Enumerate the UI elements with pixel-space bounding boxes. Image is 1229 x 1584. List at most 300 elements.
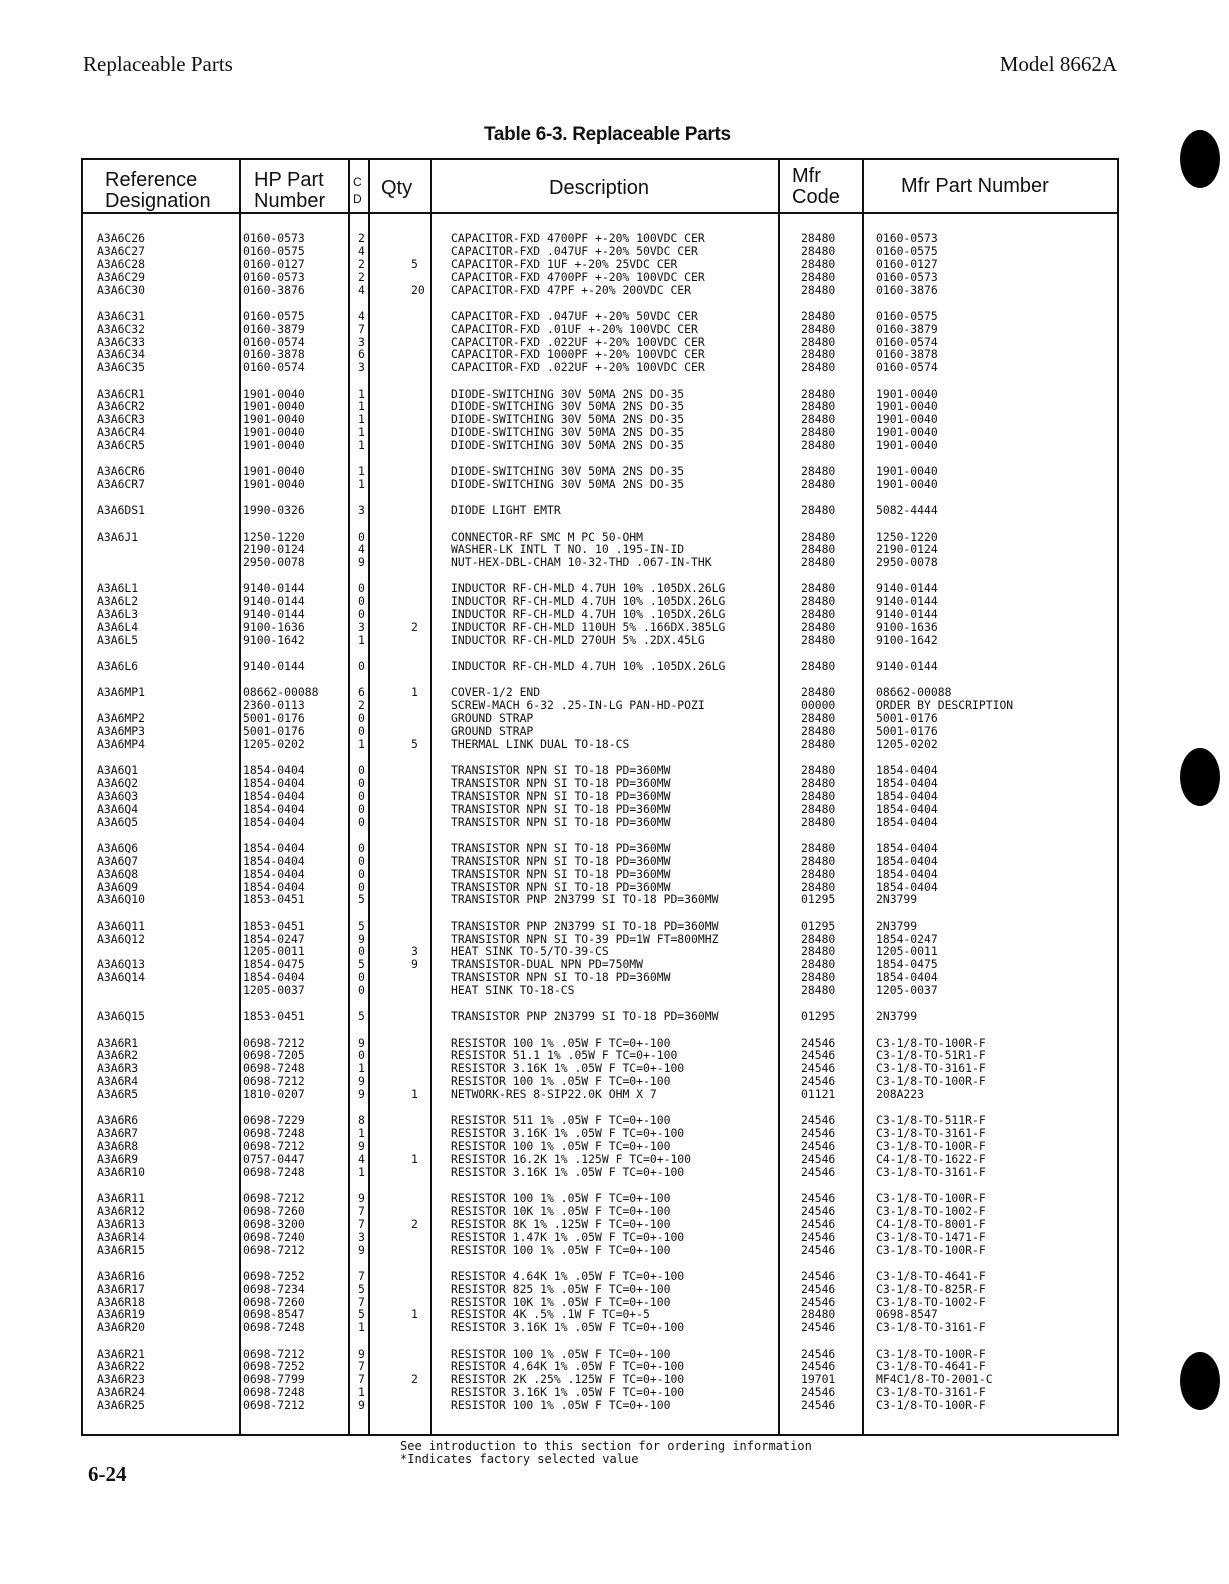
- mfr-code: 28480: [801, 412, 836, 427]
- mfr-code: 01121: [801, 1087, 836, 1102]
- mfr-part-number: 1901-0040: [876, 477, 938, 492]
- cd-digit: 3: [358, 1229, 365, 1244]
- hp-part-number: 1853-0451: [243, 918, 305, 933]
- cd-digit: 0: [358, 879, 365, 894]
- ref-designation: A3A6C30: [97, 282, 146, 297]
- description: INDUCTOR RF-CH-MLD 110UH 5% .166DX.385LG: [451, 620, 726, 635]
- hp-part-number: 0757-0447: [243, 1151, 305, 1166]
- description: RESISTOR 100 1% .05W F TC=0+-100: [451, 1035, 671, 1050]
- cd-digit: 1: [358, 1126, 365, 1141]
- hp-part-number: 1854-0404: [243, 866, 305, 881]
- mfr-part-number: 9140-0144: [876, 594, 938, 609]
- mfr-part-number: 1205-0202: [876, 736, 938, 751]
- hp-part-number: 08662-00088: [243, 685, 319, 700]
- ref-designation: A3A6MP4: [97, 736, 146, 751]
- hp-part-number: 1205-0037: [243, 983, 305, 998]
- ref-designation: A3A6C34: [97, 347, 146, 362]
- binder-hole: [1180, 130, 1220, 188]
- cd-digit: 0: [358, 840, 365, 855]
- hp-part-number: 1854-0404: [243, 776, 305, 791]
- ref-designation: A3A6Q14: [97, 970, 146, 985]
- hp-part-number: 2190-0124: [243, 542, 305, 557]
- mfr-code: 28480: [801, 931, 836, 946]
- description: CAPACITOR-FXD 47PF +-20% 200VDC CER: [451, 282, 692, 297]
- ref-designation: A3A6CR7: [97, 477, 146, 492]
- cd-digit: 7: [358, 321, 365, 336]
- ref-designation: A3A6CR5: [97, 438, 146, 453]
- qty: 2: [411, 620, 418, 635]
- column-divider: [862, 158, 864, 1434]
- ref-designation: A3A6C32: [97, 321, 146, 336]
- hp-part-number: 2950-0078: [243, 555, 305, 570]
- mfr-code: 28480: [801, 334, 836, 349]
- description: CAPACITOR-FXD 4700PF +-20% 100VDC CER: [451, 231, 705, 245]
- qty: 5: [411, 256, 418, 271]
- mfr-code: 24546: [801, 1203, 836, 1218]
- hp-part-number: 1854-0404: [243, 814, 305, 829]
- ref-designation: A3A6R6: [97, 1113, 139, 1128]
- mfr-code: 24546: [801, 1359, 836, 1374]
- mfr-code: 28480: [801, 425, 836, 440]
- hp-part-number: 2360-0113: [243, 698, 305, 713]
- description: RESISTOR 10K 1% .05W F TC=0+-100: [451, 1294, 671, 1309]
- mfr-part-number: 1854-0404: [876, 840, 938, 855]
- mfr-part-number: 1854-0404: [876, 853, 938, 868]
- mfr-code: 24546: [801, 1242, 836, 1257]
- mfr-code: 24546: [801, 1229, 836, 1244]
- mfr-code: 28480: [801, 944, 836, 959]
- mfr-code: 24546: [801, 1074, 836, 1089]
- cd-digit: 0: [358, 711, 365, 726]
- description: TRANSISTOR-DUAL NPN PD=750MW: [451, 957, 644, 972]
- mfr-part-number: 0160-0573: [876, 231, 938, 245]
- qty: 2: [411, 1372, 418, 1387]
- hp-part-number: 0698-7248: [243, 1164, 305, 1179]
- hp-part-number: 0160-0575: [243, 308, 305, 323]
- hp-part-number: 9140-0144: [243, 594, 305, 609]
- mfr-part-number: 0160-0574: [876, 360, 938, 375]
- hp-part-number: 1854-0404: [243, 840, 305, 855]
- cd-digit: 9: [358, 555, 365, 570]
- cd-digit: 5: [358, 957, 365, 972]
- description: TRANSISTOR NPN SI TO-18 PD=360MW: [451, 866, 671, 881]
- description: RESISTOR 10K 1% .05W F TC=0+-100: [451, 1203, 671, 1218]
- hp-part-number: 0698-7248: [243, 1061, 305, 1076]
- cd-digit: 1: [358, 477, 365, 492]
- hp-part-number: 1250-1220: [243, 529, 305, 544]
- description: CAPACITOR-FXD .022UF +-20% 100VDC CER: [451, 334, 705, 349]
- mfr-part-number: 2950-0078: [876, 555, 938, 570]
- ref-designation: A3A6R14: [97, 1229, 146, 1244]
- hp-part-number: 1853-0451: [243, 1009, 305, 1024]
- cd-digit: 1: [358, 464, 365, 479]
- cd-digit: 0: [358, 814, 365, 829]
- mfr-code: 00000: [801, 698, 836, 713]
- hp-part-number: 5001-0176: [243, 711, 305, 726]
- column-divider: [430, 158, 432, 1434]
- mfr-part-number: 1854-0404: [876, 970, 938, 985]
- cd-digit: 1: [358, 386, 365, 401]
- mfr-code: 28480: [801, 399, 836, 414]
- mfr-code: 28480: [801, 607, 836, 622]
- ref-designation: A3A6C27: [97, 243, 146, 258]
- qty: 1: [411, 1087, 418, 1102]
- ref-designation: A3A6R4: [97, 1074, 139, 1089]
- ref-designation: A3A6C33: [97, 334, 146, 349]
- cd-digit: 0: [358, 983, 365, 998]
- hp-part-number: 0698-7799: [243, 1372, 305, 1387]
- hp-part-number: 0698-3200: [243, 1216, 305, 1231]
- description: TRANSISTOR PNP 2N3799 SI TO-18 PD=360MW: [451, 918, 719, 933]
- cd-digit: 4: [358, 243, 365, 258]
- mfr-part-number: C3-1/8-TO-100R-F: [876, 1139, 986, 1154]
- description: SCREW-MACH 6-32 .25-IN-LG PAN-HD-POZI: [451, 698, 705, 713]
- mfr-code: 28480: [801, 763, 836, 778]
- hp-part-number: 1205-0011: [243, 944, 305, 959]
- cd-digit: 0: [358, 607, 365, 622]
- hp-part-number: 9100-1636: [243, 620, 305, 635]
- description: WASHER-LK INTL T NO. 10 .195-IN-ID: [451, 542, 685, 557]
- qty: 9: [411, 957, 418, 972]
- cd-digit: 1: [358, 399, 365, 414]
- mfr-part-number: C3-1/8-TO-51R1-F: [876, 1048, 986, 1063]
- mfr-code: 28480: [801, 840, 836, 855]
- cd-digit: 7: [358, 1359, 365, 1374]
- cd-digit: 5: [358, 1281, 365, 1296]
- mfr-part-number: C3-1/8-TO-100R-F: [876, 1346, 986, 1361]
- ref-designation: A3A6Q8: [97, 866, 139, 881]
- mfr-part-number: 1901-0040: [876, 412, 938, 427]
- description: CAPACITOR-FXD 1UF +-20% 25VDC CER: [451, 256, 678, 271]
- mfr-part-number: C3-1/8-TO-3161-F: [876, 1320, 986, 1335]
- ref-designation: A3A6L6: [97, 659, 139, 674]
- description: DIODE-SWITCHING 30V 50MA 2NS DO-35: [451, 477, 685, 492]
- description: TRANSISTOR NPN SI TO-18 PD=360MW: [451, 763, 671, 778]
- description: CONNECTOR-RF SMC M PC 50-OHM: [451, 529, 644, 544]
- description: GROUND STRAP: [451, 724, 534, 739]
- ref-designation: A3A6DS1: [97, 503, 146, 518]
- footer-notes: See introduction to this section for ordering information *Indicates factory selected value: [400, 1439, 812, 1466]
- hp-part-number: 0160-3876: [243, 282, 305, 297]
- mfr-code: 28480: [801, 879, 836, 894]
- mfr-part-number: ORDER BY DESCRIPTION: [876, 698, 1014, 713]
- mfr-code: 24546: [801, 1113, 836, 1128]
- mfr-part-number: 1854-0404: [876, 763, 938, 778]
- ref-designation: A3A6R25: [97, 1398, 146, 1413]
- cd-digit: 0: [358, 594, 365, 609]
- cd-digit: 4: [358, 542, 365, 557]
- mfr-code: 28480: [801, 555, 836, 570]
- mfr-part-number: 0160-0575: [876, 308, 938, 323]
- description: DIODE-SWITCHING 30V 50MA 2NS DO-35: [451, 425, 685, 440]
- cd-digit: 5: [358, 918, 365, 933]
- hp-part-number: 9140-0144: [243, 659, 305, 674]
- mfr-code: 28480: [801, 659, 836, 674]
- mfr-part-number: 9100-1636: [876, 620, 938, 635]
- description: TRANSISTOR PNP 2N3799 SI TO-18 PD=360MW: [451, 1009, 719, 1024]
- mfr-part-number: 0160-0574: [876, 334, 938, 349]
- mfr-code: 24546: [801, 1164, 836, 1179]
- cd-digit: 0: [358, 970, 365, 985]
- description: INDUCTOR RF-CH-MLD 4.7UH 10% .105DX.26LG: [451, 594, 726, 609]
- binder-hole: [1180, 1352, 1220, 1410]
- ref-designation: A3A6R21: [97, 1346, 146, 1361]
- description: CAPACITOR-FXD 1000PF +-20% 100VDC CER: [451, 347, 705, 362]
- mfr-part-number: C4-1/8-TO-1622-F: [876, 1151, 986, 1166]
- mfr-part-number: 1901-0040: [876, 425, 938, 440]
- col-header-description: Description: [549, 177, 650, 199]
- description: TRANSISTOR NPN SI TO-18 PD=360MW: [451, 970, 671, 985]
- mfr-code: 24546: [801, 1061, 836, 1076]
- mfr-part-number: 1854-0404: [876, 788, 938, 803]
- ref-designation: A3A6Q15: [97, 1009, 146, 1024]
- mfr-part-number: C3-1/8-TO-100R-F: [876, 1242, 986, 1257]
- description: NETWORK-RES 8-SIP22.0K OHM X 7: [451, 1087, 657, 1102]
- cd-digit: 9: [358, 1087, 365, 1102]
- mfr-code: 28480: [801, 594, 836, 609]
- mfr-part-number: 9100-1642: [876, 633, 938, 648]
- mfr-code: 24546: [801, 1048, 836, 1063]
- ref-designation: A3A6C29: [97, 269, 146, 284]
- mfr-part-number: 1854-0404: [876, 814, 938, 829]
- ref-designation: A3A6R22: [97, 1359, 146, 1374]
- description: RESISTOR 100 1% .05W F TC=0+-100: [451, 1346, 671, 1361]
- mfr-part-number: C3-1/8-TO-1002-F: [876, 1294, 986, 1309]
- col-header-hp-part: HP Part Number: [254, 169, 326, 212]
- hp-part-number: 0160-0127: [243, 256, 305, 271]
- hp-part-number: 1901-0040: [243, 438, 305, 453]
- cd-digit: 1: [358, 736, 365, 751]
- ref-designation: A3A6R19: [97, 1307, 146, 1322]
- ref-designation: A3A6CR4: [97, 425, 146, 440]
- description: RESISTOR 100 1% .05W F TC=0+-100: [451, 1242, 671, 1257]
- cd-digit: 2: [358, 256, 365, 271]
- col-header-qty: Qty: [381, 177, 413, 199]
- running-header-right: Model 8662A: [999, 52, 1117, 76]
- qty: 20: [411, 282, 425, 297]
- hp-part-number: 0160-0573: [243, 231, 305, 245]
- ref-designation: A3A6Q11: [97, 918, 146, 933]
- hp-part-number: 0698-7260: [243, 1203, 305, 1218]
- mfr-code: 19701: [801, 1372, 836, 1387]
- mfr-part-number: 9140-0144: [876, 607, 938, 622]
- mfr-code: 01295: [801, 892, 836, 907]
- cd-digit: 0: [358, 763, 365, 778]
- description: RESISTOR 16.2K 1% .125W F TC=0+-100: [451, 1151, 692, 1166]
- description: RESISTOR 100 1% .05W F TC=0+-100: [451, 1191, 671, 1205]
- description: TRANSISTOR NPN SI TO-18 PD=360MW: [451, 788, 671, 803]
- mfr-code: 24546: [801, 1126, 836, 1141]
- mfr-part-number: 1901-0040: [876, 464, 938, 479]
- ref-designation: A3A6C31: [97, 308, 146, 323]
- ref-designation: A3A6MP2: [97, 711, 146, 726]
- ref-designation: A3A6Q9: [97, 879, 139, 894]
- mfr-part-number: 1854-0247: [876, 931, 938, 946]
- hp-part-number: 1854-0475: [243, 957, 305, 972]
- mfr-part-number: 1854-0404: [876, 866, 938, 881]
- mfr-code: 24546: [801, 1035, 836, 1050]
- hp-part-number: 1853-0451: [243, 892, 305, 907]
- ref-designation: A3A6C35: [97, 360, 146, 375]
- mfr-code: 28480: [801, 620, 836, 635]
- cd-digit: 3: [358, 620, 365, 635]
- cd-digit: 0: [358, 659, 365, 674]
- mfr-code: 28480: [801, 581, 836, 596]
- mfr-part-number: 0160-0575: [876, 243, 938, 258]
- mfr-part-number: C3-1/8-TO-3161-F: [876, 1061, 986, 1076]
- cd-digit: 1: [358, 425, 365, 440]
- qty: 2: [411, 1216, 418, 1231]
- mfr-code: 24546: [801, 1151, 836, 1166]
- ref-designation: A3A6Q10: [97, 892, 146, 907]
- description: RESISTOR 100 1% .05W F TC=0+-100: [451, 1074, 671, 1089]
- mfr-part-number: C4-1/8-TO-8001-F: [876, 1216, 986, 1231]
- cd-digit: 1: [358, 1061, 365, 1076]
- mfr-code: 28480: [801, 529, 836, 544]
- ref-designation: A3A6CR1: [97, 386, 146, 401]
- hp-part-number: 0698-7252: [243, 1359, 305, 1374]
- ref-designation: A3A6C28: [97, 256, 146, 271]
- cd-digit: 7: [358, 1203, 365, 1218]
- ref-designation: A3A6R10: [97, 1164, 146, 1179]
- mfr-code: 28480: [801, 321, 836, 336]
- hp-part-number: 1854-0404: [243, 853, 305, 868]
- description: RESISTOR 2K .25% .125W F TC=0+-100: [451, 1372, 685, 1387]
- mfr-part-number: 5082-4444: [876, 503, 938, 518]
- mfr-code: 28480: [801, 866, 836, 881]
- description: RESISTOR 3.16K 1% .05W F TC=0+-100: [451, 1164, 685, 1179]
- description: RESISTOR 4.64K 1% .05W F TC=0+-100: [451, 1268, 685, 1283]
- mfr-code: 28480: [801, 243, 836, 258]
- col-header-reference: Reference Designation: [105, 169, 211, 212]
- qty: 1: [411, 1307, 418, 1322]
- ref-designation: A3A6L5: [97, 633, 139, 648]
- description: RESISTOR 1.47K 1% .05W F TC=0+-100: [451, 1229, 685, 1244]
- mfr-code: 24546: [801, 1385, 836, 1400]
- cd-digit: 0: [358, 788, 365, 803]
- description: GROUND STRAP: [451, 711, 534, 726]
- mfr-part-number: C3-1/8-TO-4641-F: [876, 1359, 986, 1374]
- mfr-code: 24546: [801, 1294, 836, 1309]
- ref-designation: A3A6R13: [97, 1216, 146, 1231]
- description: DIODE-SWITCHING 30V 50MA 2NS DO-35: [451, 464, 685, 479]
- hp-part-number: 0160-0573: [243, 269, 305, 284]
- mfr-code: 28480: [801, 256, 836, 271]
- description: INDUCTOR RF-CH-MLD 4.7UH 10% .105DX.26LG: [451, 659, 726, 674]
- description: TRANSISTOR NPN SI TO-39 PD=1W FT=800MHZ: [451, 931, 719, 946]
- ref-designation: A3A6R5: [97, 1087, 139, 1102]
- qty: 3: [411, 944, 418, 959]
- description: RESISTOR 4K .5% .1W F TC=0+-5: [451, 1307, 650, 1322]
- hp-part-number: 1810-0207: [243, 1087, 305, 1102]
- hp-part-number: 0698-7240: [243, 1229, 305, 1244]
- cd-digit: 0: [358, 853, 365, 868]
- mfr-part-number: C3-1/8-TO-511R-F: [876, 1113, 986, 1128]
- hp-part-number: 1901-0040: [243, 412, 305, 427]
- mfr-part-number: 1854-0404: [876, 801, 938, 816]
- description: RESISTOR 51.1 1% .05W F TC=0+-100: [451, 1048, 678, 1063]
- mfr-code: 28480: [801, 776, 836, 791]
- mfr-part-number: C3-1/8-TO-1471-F: [876, 1229, 986, 1244]
- hp-part-number: 1901-0040: [243, 464, 305, 479]
- hp-part-number: 1854-0247: [243, 931, 305, 946]
- description: RESISTOR 3.16K 1% .05W F TC=0+-100: [451, 1061, 685, 1076]
- column-divider: [239, 158, 241, 1434]
- description: HEAT SINK TO-5/TO-39-CS: [451, 944, 609, 959]
- description: CAPACITOR-FXD .01UF +-20% 100VDC CER: [451, 321, 698, 336]
- description: DIODE-SWITCHING 30V 50MA 2NS DO-35: [451, 438, 685, 453]
- ref-designation: A3A6CR2: [97, 399, 146, 414]
- hp-part-number: 1854-0404: [243, 879, 305, 894]
- ref-designation: A3A6R15: [97, 1242, 146, 1257]
- mfr-code: 28480: [801, 360, 836, 375]
- cd-digit: 5: [358, 1307, 365, 1322]
- mfr-part-number: 2N3799: [876, 918, 918, 933]
- col-header-mfr-code: Mfr Code: [792, 165, 840, 208]
- mfr-code: 28480: [801, 308, 836, 323]
- mfr-part-number: 1854-0404: [876, 879, 938, 894]
- hp-part-number: 9140-0144: [243, 607, 305, 622]
- mfr-part-number: 5001-0176: [876, 724, 938, 739]
- hp-part-number: 0698-7248: [243, 1385, 305, 1400]
- mfr-part-number: 2N3799: [876, 1009, 918, 1024]
- mfr-code: 28480: [801, 711, 836, 726]
- ref-designation: A3A6Q12: [97, 931, 146, 946]
- mfr-part-number: 1854-0404: [876, 776, 938, 791]
- description: DIODE-SWITCHING 30V 50MA 2NS DO-35: [451, 386, 685, 401]
- description: RESISTOR 3.16K 1% .05W F TC=0+-100: [451, 1126, 685, 1141]
- description: TRANSISTOR NPN SI TO-18 PD=360MW: [451, 879, 671, 894]
- column-divider: [368, 158, 370, 1434]
- mfr-part-number: MF4C1/8-TO-2001-C: [876, 1372, 993, 1387]
- cd-digit: 2: [358, 269, 365, 284]
- mfr-part-number: C3-1/8-TO-100R-F: [876, 1074, 986, 1089]
- description: CAPACITOR-FXD .022UF +-20% 100VDC CER: [451, 360, 705, 375]
- mfr-part-number: 9140-0144: [876, 581, 938, 596]
- cd-digit: 5: [358, 892, 365, 907]
- hp-part-number: 0698-7252: [243, 1268, 305, 1283]
- mfr-part-number: 0160-3879: [876, 321, 938, 336]
- mfr-part-number: 2190-0124: [876, 542, 938, 557]
- hp-part-number: 1854-0404: [243, 763, 305, 778]
- ref-designation: A3A6R1: [97, 1035, 139, 1050]
- mfr-code: 28480: [801, 438, 836, 453]
- mfr-code: 28480: [801, 542, 836, 557]
- mfr-part-number: C3-1/8-TO-825R-F: [876, 1281, 986, 1296]
- ref-designation: A3A6Q4: [97, 801, 139, 816]
- description: RESISTOR 511 1% .05W F TC=0+-100: [451, 1113, 671, 1128]
- hp-part-number: 0698-7212: [243, 1346, 305, 1361]
- description: CAPACITOR-FXD .047UF +-20% 50VDC CER: [451, 308, 698, 323]
- hp-part-number: 1990-0326: [243, 503, 305, 518]
- ref-designation: A3A6R7: [97, 1126, 139, 1141]
- cd-digit: 4: [358, 1151, 365, 1166]
- mfr-code: 28480: [801, 957, 836, 972]
- hp-part-number: 1854-0404: [243, 970, 305, 985]
- description: RESISTOR 100 1% .05W F TC=0+-100: [451, 1139, 671, 1154]
- mfr-code: 28480: [801, 282, 836, 297]
- hp-part-number: 0160-0574: [243, 334, 305, 349]
- cd-digit: 1: [358, 412, 365, 427]
- hp-part-number: 1901-0040: [243, 425, 305, 440]
- cd-digit: 3: [358, 360, 365, 375]
- mfr-part-number: C3-1/8-TO-100R-F: [876, 1035, 986, 1050]
- description: RESISTOR 100 1% .05W F TC=0+-100: [451, 1398, 671, 1413]
- cd-digit: 0: [358, 801, 365, 816]
- ref-designation: A3A6R9: [97, 1151, 139, 1166]
- mfr-part-number: 08662-00088: [876, 685, 952, 700]
- cd-digit: 9: [358, 931, 365, 946]
